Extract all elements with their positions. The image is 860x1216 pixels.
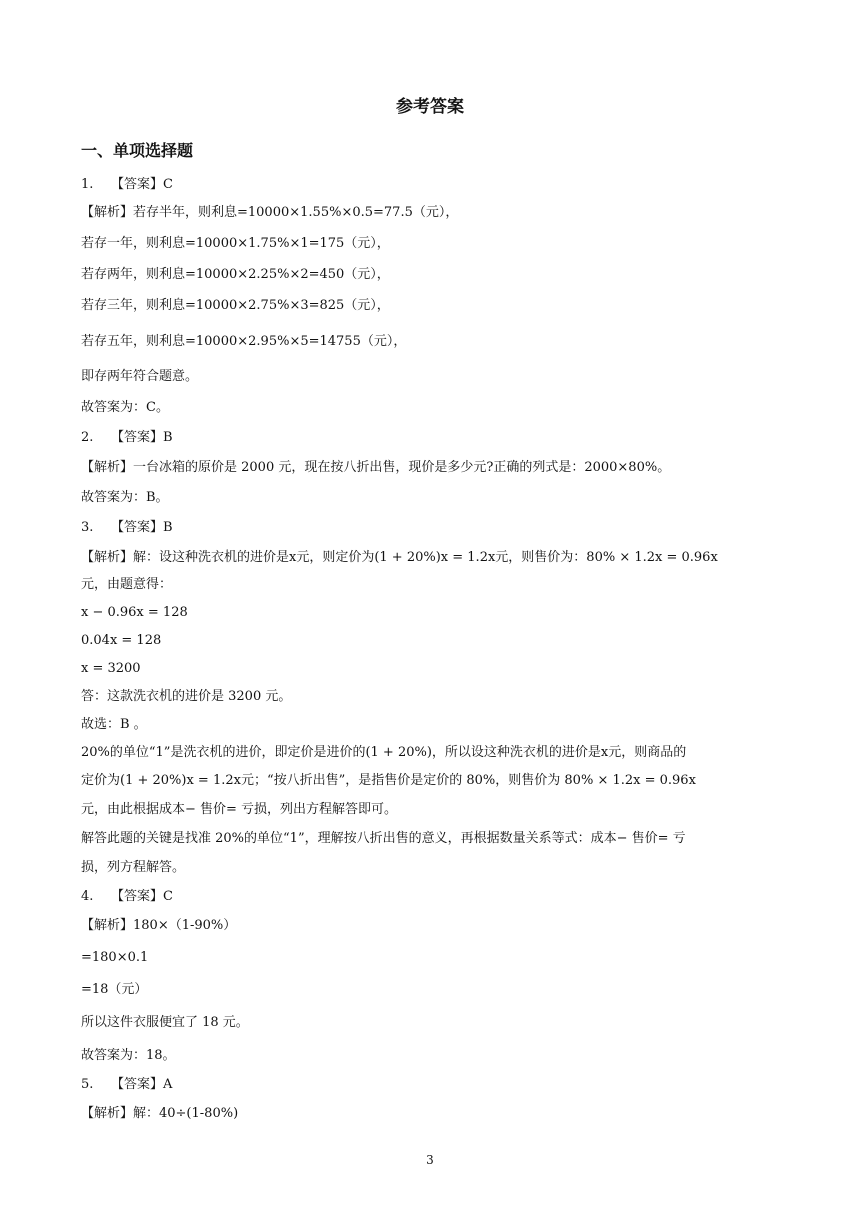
question-number: 5. xyxy=(81,1077,94,1092)
section-heading: 一、单项选择题 xyxy=(81,141,194,160)
question-number: 3. xyxy=(81,520,94,535)
explanation-line: 解答此题的关键是找准 20%的单位“1”，理解按八折出售的意义，再根据数量关系等式：成本− 售价= 亏 xyxy=(81,831,686,846)
explanation-line: 故答案为：18。 xyxy=(81,1048,176,1063)
explanation-line: 故答案为：B。 xyxy=(81,490,169,505)
explanation-line: 若存三年，则利息=10000×2.75%×3=825（元）， xyxy=(81,298,390,313)
explanation-line: =180×0.1 xyxy=(81,950,149,965)
equation-line: x − 0.96x = 128 xyxy=(81,605,188,620)
explanation-line: 若存一年，则利息=10000×1.75%×1=175（元）， xyxy=(81,236,390,251)
answer-label: 【答案】A xyxy=(111,1077,173,1092)
explanation-line: 答：这款洗衣机的进价是 3200 元。 xyxy=(81,689,292,704)
question-1-answer xyxy=(81,176,781,194)
answer-label: 【答案】C xyxy=(111,889,173,904)
explanation-line: 定价为(1 + 20%)x = 1.2x元；“按八折出售”，是指售价是定价的 80%，则售价为 80% × 1.2x = 0.96x xyxy=(81,773,696,788)
explanation-line: 20%的单位“1”是洗衣机的进价，即定价是进价的(1 + 20%)，所以设这种洗衣机的进价是x元，则商品的 xyxy=(81,745,687,760)
equation-line: 0.04x = 128 xyxy=(81,633,162,648)
explanation-line: 【解析】解：40÷(1-80%) xyxy=(81,1106,239,1121)
explanation-line: 【解析】解：设这种洗衣机的进价是x元，则定价为(1 + 20%)x = 1.2x元，则售价为：80% × 1.2x = 0.96x xyxy=(81,550,718,565)
explanation-line: 【解析】若存半年，则利息=10000×1.55%×0.5=77.5（元）， xyxy=(81,205,459,220)
explanation-line: 【解析】180×（1-90%） xyxy=(81,918,237,933)
explanation-line: 元，由题意得： xyxy=(81,577,173,592)
explanation-line: 【解析】一台冰箱的原价是 2000 元，现在按八折出售，现价是多少元?正确的列式是：2000×80%。 xyxy=(81,460,671,475)
question-5-answer xyxy=(81,1076,781,1094)
equation-line: x = 3200 xyxy=(81,661,141,676)
explanation-line: 即存两年符合题意。 xyxy=(81,369,199,384)
explanation-line: 若存两年，则利息=10000×2.25%×2=450（元）， xyxy=(81,267,390,282)
question-number: 1. xyxy=(81,177,94,192)
question-3-answer xyxy=(81,519,781,537)
explanation-line: 所以这件衣服便宜了 18 元。 xyxy=(81,1015,249,1030)
explanation-line: 若存五年，则利息=10000×2.95%×5=14755（元）， xyxy=(81,334,407,349)
explanation-line: 故答案为：C。 xyxy=(81,400,169,415)
question-number: 2. xyxy=(81,430,94,445)
answer-label: 【答案】B xyxy=(111,430,173,445)
answer-label: 【答案】C xyxy=(111,177,173,192)
question-2-answer xyxy=(81,429,781,447)
explanation-line: 故选：B 。 xyxy=(81,717,147,732)
page-title: 参考答案 xyxy=(396,97,464,117)
question-4-answer xyxy=(81,888,781,906)
explanation-line: 损，列方程解答。 xyxy=(81,860,186,875)
answer-label: 【答案】B xyxy=(111,520,173,535)
explanation-line: 元，由此根据成本− 售价= 亏损，列出方程解答即可。 xyxy=(81,802,398,817)
question-number: 4. xyxy=(81,889,94,904)
page-number: 3 xyxy=(426,1153,434,1167)
explanation-line: =18（元） xyxy=(81,982,148,997)
